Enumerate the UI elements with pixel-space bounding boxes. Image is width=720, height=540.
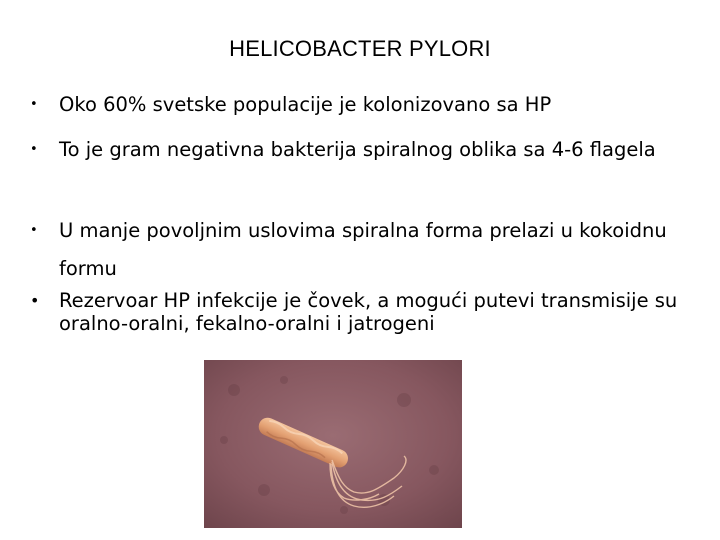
bullet-item — [30, 212, 710, 288]
bullet-marker: • — [30, 97, 38, 112]
photo-background — [204, 360, 462, 528]
bullet-marker: • — [30, 291, 40, 310]
bullet-marker: • — [30, 142, 38, 157]
bullet-text: U manje povoljnim uslovima spiralna forma prelazi u kokoidnu formu — [59, 219, 667, 280]
bullet-text: To je gram negativna bakterija spiralnog oblika sa 4-6 flagela — [59, 138, 656, 161]
bullet-item — [30, 289, 710, 335]
bullet-text: Oko 60% svetske populacije je kolonizovano sa HP — [59, 93, 552, 116]
bullet-text: Rezervoar HP infekcije je čovek, a mogući putevi transmisije su oralno-oralni, fekalno-oralni i jatrogeni — [59, 289, 678, 335]
bullet-marker: • — [30, 223, 38, 238]
bullet-item — [30, 131, 710, 169]
bullet-item — [30, 86, 710, 124]
bacterium-photo — [204, 360, 462, 528]
slide-title: HELICOBACTER PYLORI — [229, 36, 491, 61]
